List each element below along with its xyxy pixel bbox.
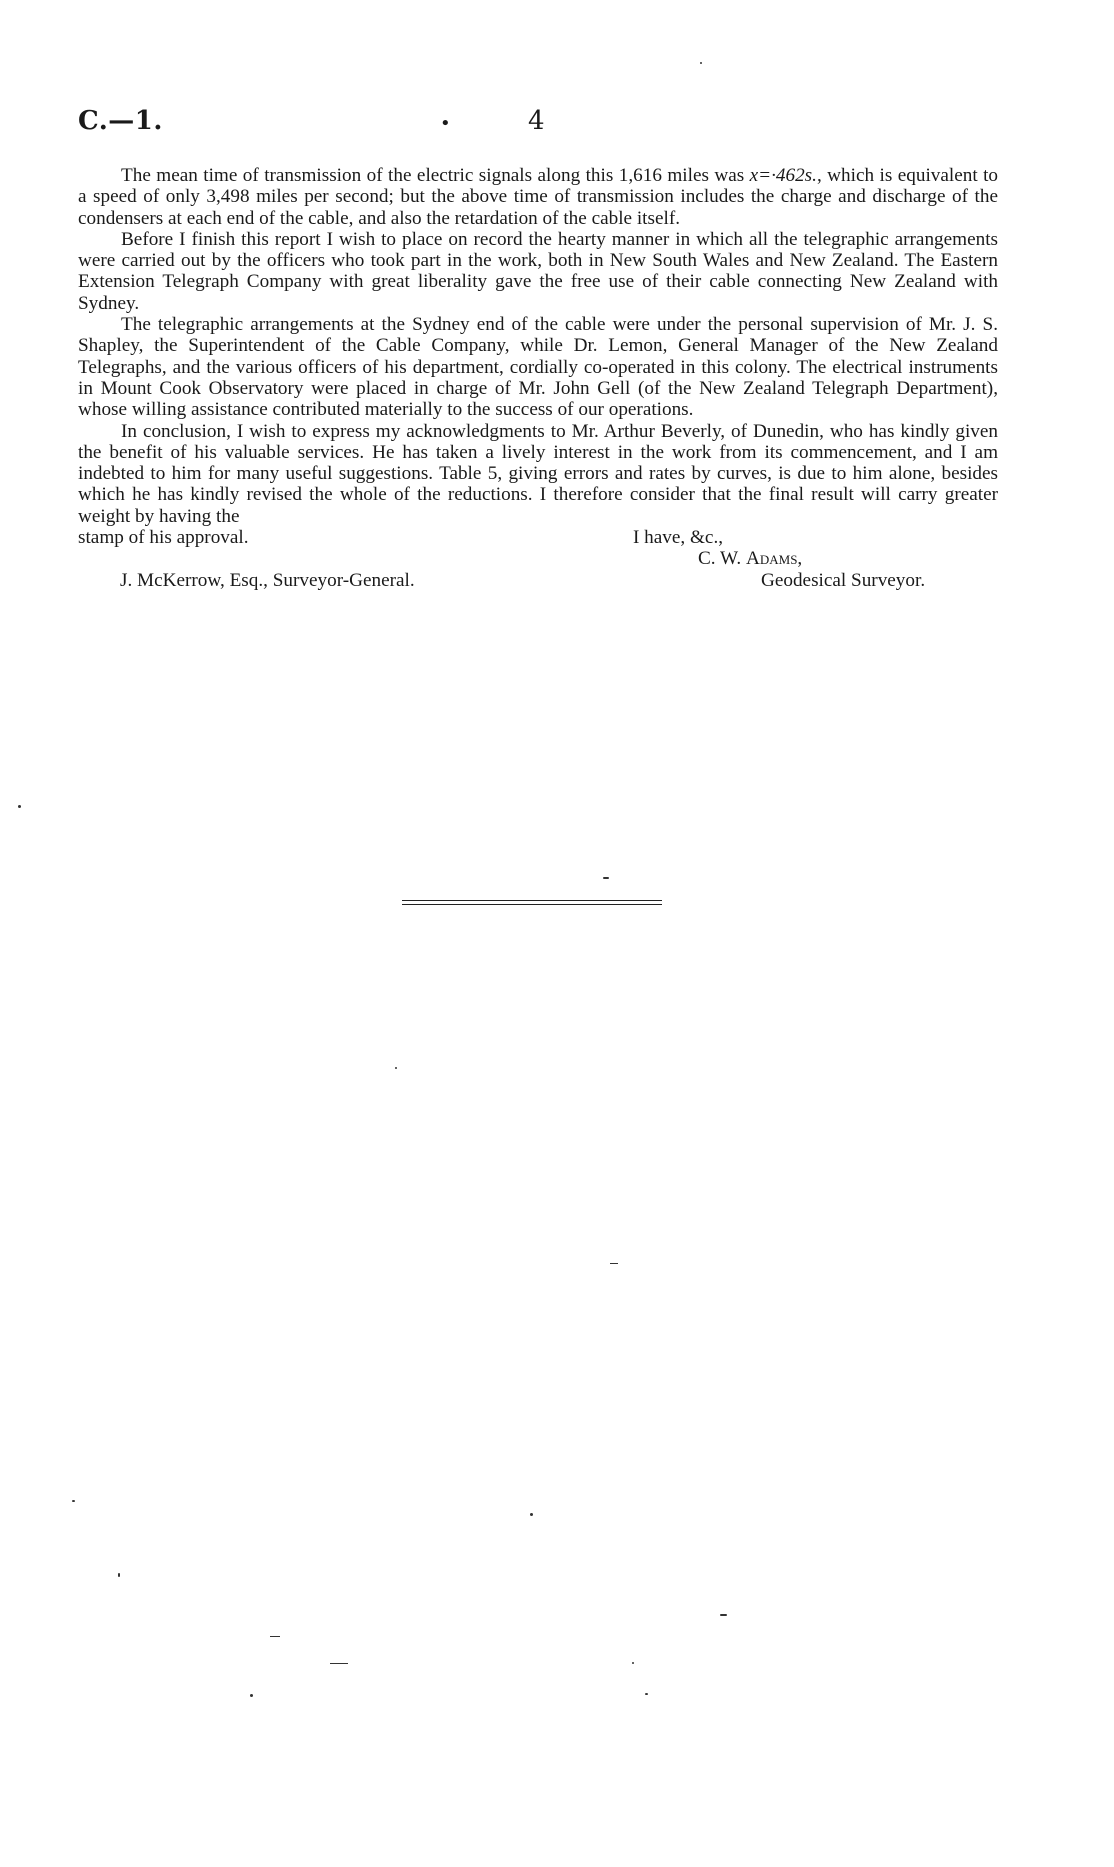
paragraph-sydney-end: The telegraphic arrangements at the Sydney end of the cable were under the personal supervision of Mr. J. S. Shapley, the Superintendent of the Cable Company, while Dr. Lemon, General Manager of the New Zealand Telegraphs, and the various officers of his department, cordially co-operated in this colony. The electrical instruments in Mount Cook Observatory were placed in charge of Mr. John Gell (of the New Zealand Telegraph Department), whose willing assistance contributed materially to the success of our operations. [78,314,998,421]
closing-line [78,527,998,548]
print-speck [530,1513,533,1516]
closing-text: stamp of his approval. [78,527,249,549]
print-speck [250,1694,253,1697]
print-speck [610,1263,618,1264]
signatory-title: Geodesical Surveyor. [761,569,926,591]
addressee-line [78,570,998,591]
print-speck [395,1067,397,1069]
print-speck [700,62,702,64]
signatory-surname: Adams, [746,548,803,570]
print-speck [720,1614,727,1616]
formula: x=·462s. [749,165,817,186]
signature-line [78,548,998,569]
document-reference: C.—1. [78,106,163,136]
print-mark: • [440,113,451,134]
valediction: I have, &c., [633,527,724,549]
print-speck [645,1693,648,1695]
end-rule [402,904,662,905]
print-speck [72,1500,75,1502]
paragraph-text: The mean time of transmission of the electric signals along this 1,616 miles was [121,165,750,186]
print-speck [118,1573,120,1577]
print-speck [18,805,21,808]
paragraph-transmission-time [78,165,998,229]
print-speck [603,877,609,879]
page-number: 4 [528,106,545,136]
signatory-initials: C. W. [698,548,742,570]
addressee: J. McKerrow, Esq., Surveyor-General. [120,569,415,591]
end-rule [402,900,662,901]
print-speck [270,1636,280,1637]
print-speck [632,1662,634,1664]
print-speck [330,1663,348,1664]
paragraph-telegraph-arrangements: Before I finish this report I wish to place on record the hearty manner in which all the telegraphic arrangements were carried out by the officers who took part in the work, both in New South Wales and New Zealand. The Eastern Extension Telegraph Company with great liberality gave the free use of their cable connecting New Zealand with Sydney. [78,228,998,314]
signatory-name [698,548,802,569]
paragraph-text: , which is equivalent to a speed of only 3,498 miles per second; but the above time of transmission includes the charge and discharge of the condensers at each end of the cable, and also the retardation of the cable itself. [78,165,999,229]
paragraph-conclusion: In conclusion, I wish to express my acknowledgments to Mr. Arthur Beverly, of Dunedin, who has kindly given the benefit of his valuable services. He has taken a lively interest in the work from its commencement, and I am indebted to him for many useful suggestions. Table 5, giving errors and rates by curves, is due to him alone, besides which he has kindly revised the whole of the reductions. I therefore consider that the final result will carry greater weight by having the [78,420,998,527]
report-body [78,165,998,591]
